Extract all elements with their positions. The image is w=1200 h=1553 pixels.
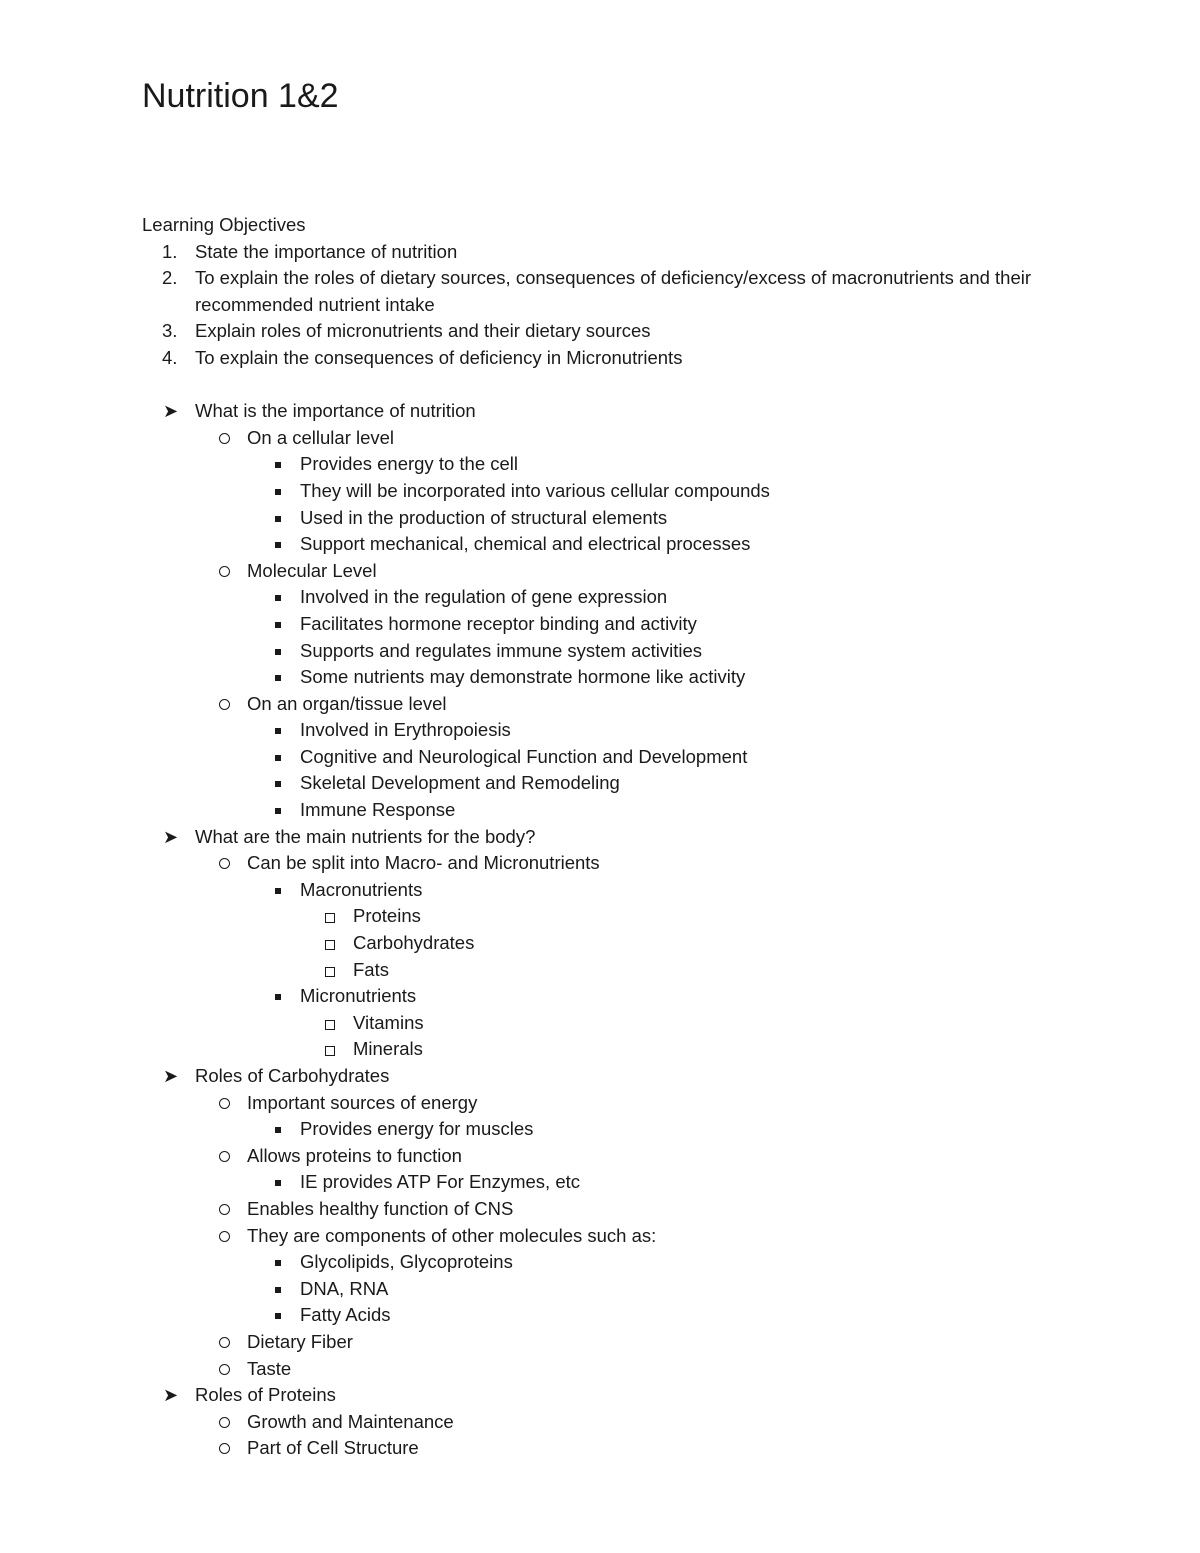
objective-text: Explain roles of micronutrients and their dietary sources: [195, 320, 651, 342]
section-heading: What is the importance of nutrition: [195, 400, 476, 422]
list-item-text: They will be incorporated into various cellular compounds: [300, 479, 770, 501]
objective-item: [0, 345, 1200, 372]
section-heading: What are the main nutrients for the body?: [195, 825, 536, 847]
list-item: [0, 877, 1200, 904]
list-item: [0, 850, 1200, 877]
circle-icon: [219, 1364, 230, 1375]
list-item-text: Support mechanical, chemical and electrical processes: [300, 533, 751, 555]
list-item: [0, 664, 1200, 691]
square-bullet-icon: [275, 595, 281, 601]
list-item: [0, 1409, 1200, 1436]
list-item-text: Important sources of energy: [247, 1091, 478, 1113]
square-bullet-icon: [275, 649, 281, 655]
list-item-text: On a cellular level: [247, 426, 395, 448]
section-heading-line: [0, 1063, 1200, 1090]
open-square-icon: [325, 1020, 335, 1030]
objective-text: To explain the roles of dietary sources, consequences of deficiency/excess of macronutrients and their recommended nutrient intake: [195, 267, 1032, 315]
list-item-text: Fatty Acids: [300, 1304, 391, 1326]
circle-icon: [219, 858, 230, 869]
arrow-icon: ➤: [163, 1385, 179, 1406]
square-bullet-icon: [275, 728, 281, 734]
circle-icon: [219, 1337, 230, 1348]
list-item-text: IE provides ATP For Enzymes, etc: [300, 1171, 581, 1193]
list-item: [0, 451, 1200, 478]
square-bullet-icon: [275, 1260, 281, 1266]
square-bullet-icon: [275, 1313, 281, 1319]
square-bullet-icon: [275, 516, 281, 522]
list-item-text: Macronutrients: [300, 878, 423, 900]
list-item-text: On an organ/tissue level: [247, 692, 447, 714]
list-item-text: Micronutrients: [300, 985, 417, 1007]
list-item: [0, 903, 1200, 930]
list-item-text: Vitamins: [353, 1011, 424, 1033]
objective-item: [0, 265, 1200, 318]
objective-item: [0, 318, 1200, 345]
objective-number: 1.: [162, 240, 178, 262]
objective-number: 3.: [162, 320, 178, 342]
list-item-text: Fats: [353, 958, 389, 980]
list-item-text: Taste: [247, 1357, 292, 1379]
list-item: [0, 1302, 1200, 1329]
circle-icon: [219, 1417, 230, 1428]
square-bullet-icon: [275, 675, 281, 681]
list-item: [0, 584, 1200, 611]
list-item: [0, 478, 1200, 505]
list-item-text: Used in the production of structural elements: [300, 506, 668, 528]
list-item-text: Allows proteins to function: [247, 1144, 462, 1166]
circle-icon: [219, 1443, 230, 1454]
list-item: [0, 1090, 1200, 1117]
section-heading-line: [0, 398, 1200, 425]
list-item-text: They are components of other molecules such as:: [247, 1224, 657, 1246]
list-item: [0, 425, 1200, 452]
list-item: [0, 770, 1200, 797]
square-bullet-icon: [275, 1180, 281, 1186]
list-item-text: Some nutrients may demonstrate hormone like activity: [300, 666, 746, 688]
spacer: [0, 372, 1200, 399]
square-bullet-icon: [275, 542, 281, 548]
list-item-text: Dietary Fiber: [247, 1330, 353, 1352]
open-square-icon: [325, 967, 335, 977]
list-item: [0, 611, 1200, 638]
list-item: [0, 744, 1200, 771]
section-heading-line: [0, 824, 1200, 851]
list-item: [0, 638, 1200, 665]
list-item: [0, 531, 1200, 558]
circle-icon: [219, 1231, 230, 1242]
section-heading: Roles of Carbohydrates: [195, 1065, 390, 1086]
objective-number: 4.: [162, 346, 178, 368]
list-item: [0, 1356, 1200, 1383]
list-item-text: Growth and Maintenance: [247, 1410, 454, 1432]
list-item: [0, 505, 1200, 532]
list-item: [0, 1116, 1200, 1143]
section-heading-line: [0, 1382, 1200, 1409]
objective-item: [0, 239, 1200, 266]
objective-number: 2.: [162, 267, 178, 289]
open-square-icon: [325, 940, 335, 950]
square-bullet-icon: [275, 888, 281, 894]
list-item-text: Minerals: [353, 1038, 423, 1060]
list-item: [0, 983, 1200, 1010]
list-item-text: Skeletal Development and Remodeling: [300, 772, 620, 794]
list-item-text: Involved in the regulation of gene expression: [300, 586, 668, 608]
list-item-text: Provides energy to the cell: [300, 453, 519, 475]
objectives-heading-line: [0, 212, 1200, 239]
list-item-text: Cognitive and Neurological Function and Development: [300, 745, 748, 767]
circle-icon: [219, 699, 230, 710]
arrow-icon: ➤: [163, 1066, 179, 1086]
document-body: [0, 212, 1200, 1462]
circle-icon: [219, 1151, 230, 1162]
list-item: [0, 1249, 1200, 1276]
list-item-text: Enables healthy function of CNS: [247, 1197, 514, 1219]
list-item: [0, 1036, 1200, 1063]
square-bullet-icon: [275, 462, 281, 468]
square-bullet-icon: [275, 1127, 281, 1133]
list-item-text: Molecular Level: [247, 559, 377, 581]
list-item-text: Involved in Erythropoiesis: [300, 719, 511, 741]
square-bullet-icon: [275, 622, 281, 628]
section-heading: Roles of Proteins: [195, 1384, 336, 1406]
square-bullet-icon: [275, 994, 281, 1000]
list-item-text: Glycolipids, Glycoproteins: [300, 1251, 513, 1273]
list-item-text: Proteins: [353, 905, 421, 927]
list-item: [0, 797, 1200, 824]
list-item: [0, 1196, 1200, 1223]
list-item-text: Immune Response: [300, 799, 456, 821]
arrow-icon: ➤: [163, 826, 179, 847]
list-item: [0, 1143, 1200, 1170]
list-item: [0, 1276, 1200, 1303]
list-item-text: DNA, RNA: [300, 1277, 389, 1299]
list-item: [0, 1223, 1200, 1250]
square-bullet-icon: [275, 1287, 281, 1293]
square-bullet-icon: [275, 781, 281, 787]
list-item-text: Facilitates hormone receptor binding and activity: [300, 612, 697, 634]
list-item: [0, 1329, 1200, 1356]
square-bullet-icon: [275, 755, 281, 761]
circle-icon: [219, 1098, 230, 1109]
list-item: [0, 1435, 1200, 1462]
open-square-icon: [325, 913, 335, 923]
objective-text: To explain the consequences of deficiency in Micronutrients: [195, 346, 683, 368]
objectives-heading: Learning Objectives: [142, 214, 306, 235]
list-item-text: Can be split into Macro- and Micronutrients: [247, 852, 600, 874]
list-item: [0, 558, 1200, 585]
page-title: Nutrition 1&2: [142, 77, 339, 115]
list-item-text: Supports and regulates immune system activities: [300, 639, 703, 661]
open-square-icon: [325, 1046, 335, 1056]
list-item: [0, 1010, 1200, 1037]
list-item-text: Part of Cell Structure: [247, 1437, 419, 1459]
square-bullet-icon: [275, 808, 281, 814]
square-bullet-icon: [275, 489, 281, 495]
list-item-text: Provides energy for muscles: [300, 1118, 534, 1140]
list-item: [0, 930, 1200, 957]
list-item: [0, 1169, 1200, 1196]
list-item: [0, 691, 1200, 718]
arrow-icon: ➤: [163, 401, 179, 422]
list-item: [0, 957, 1200, 984]
circle-icon: [219, 566, 230, 577]
list-item: [0, 717, 1200, 744]
list-item-text: Carbohydrates: [353, 932, 475, 954]
circle-icon: [219, 1204, 230, 1215]
objective-text: State the importance of nutrition: [195, 240, 458, 262]
circle-icon: [219, 433, 230, 444]
